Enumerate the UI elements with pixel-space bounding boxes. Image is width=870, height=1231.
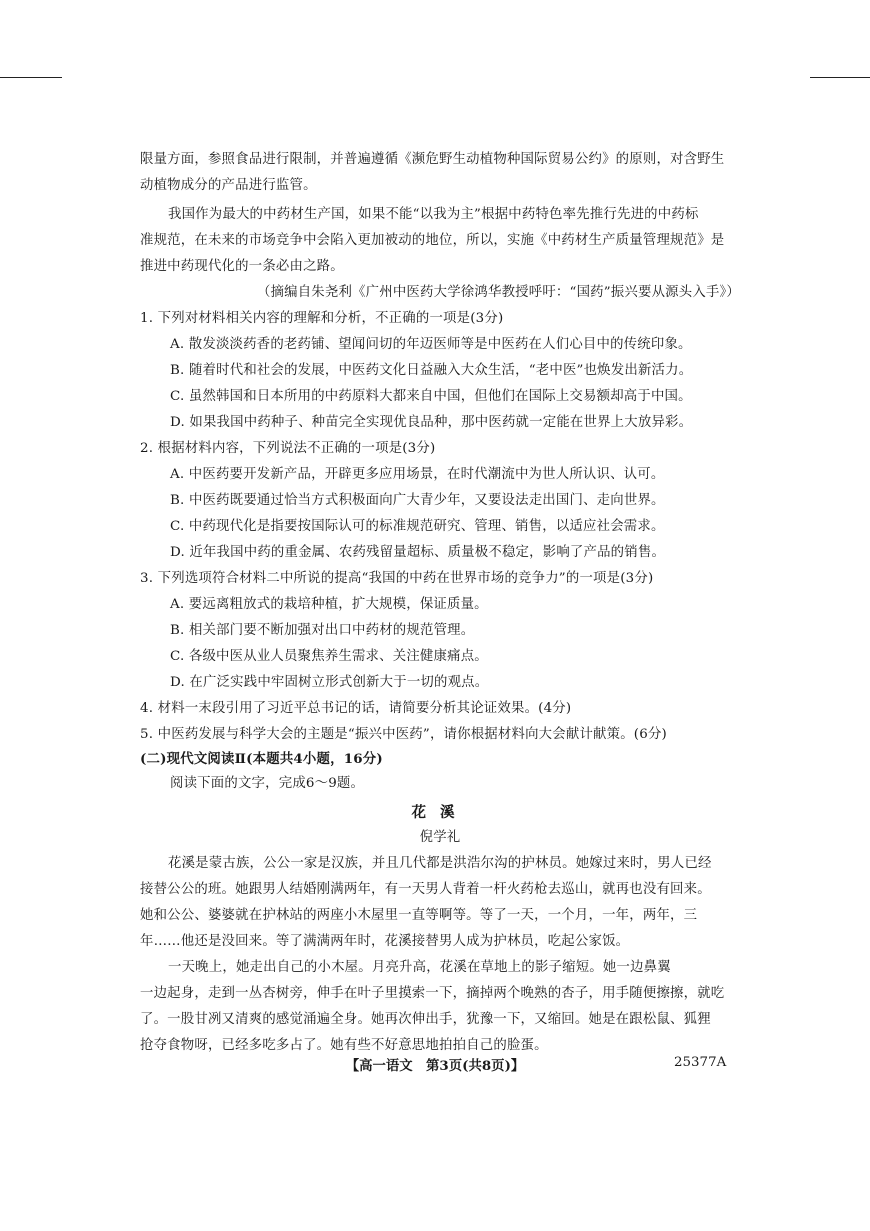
text-line: 我国作为最大的中药材生产国，如果不能“以我为主”根据中药特色率先推行先进的中药标	[168, 207, 699, 222]
article-author: 倪学礼	[419, 830, 461, 845]
footer-page-label: 【高一语文 第3页(共8页)】	[345, 1058, 525, 1074]
option-text: A. 要远离粗放式的栽培种植，扩大规模，保证质量。	[170, 597, 488, 612]
crop-mark-left	[0, 77, 62, 78]
text-line: 准规范，在未来的市场竞争中会陷入更加被动的地位，所以，实施《中药材生产质量管理规范》是	[140, 233, 725, 248]
text-line: 花溪是蒙古族，公公一家是汉族，并且几代都是洪浩尔沟的护林员。她嫁过来时，男人已经	[168, 856, 712, 871]
footer-code: 25377A	[674, 1055, 727, 1070]
text-line: 一边起身，走到一丛杏树旁，伸手在叶子里摸索一下，摘掉两个晚熟的杏子，用手随便擦擦，就吃	[140, 986, 725, 1001]
option-text: B. 随着时代和社会的发展，中医药文化日益融入大众生活，“老中医”也焕发出新活力。	[170, 363, 693, 378]
instruction: 阅读下面的文字，完成6～9题。	[170, 776, 365, 791]
question-3: 3. 下列选项符合材料二中所说的提高“我国的中药在世界市场的竞争力”的一项是(3分)	[140, 571, 654, 586]
text-line: 限量方面，参照食品进行限制，并普遍遵循《濒危野生动植物种国际贸易公约》的原则，对含野生	[140, 152, 725, 167]
option-text: A. 散发淡淡药香的老药铺、望闻问切的年迈医师等是中医药在人们心目中的传统印象。	[170, 337, 692, 352]
text-line: 动植物成分的产品进行监管。	[140, 178, 317, 193]
text-line: 年……他还是没回来。等了满满两年时，花溪接替男人成为护林员，吃起公家饭。	[140, 934, 630, 949]
option-text: C. 各级中医从业人员聚焦养生需求、关注健康痛点。	[170, 649, 488, 664]
text-line: 一天晚上，她走出自己的小木屋。月亮升高，花溪在草地上的影子缩短。她一边鼻翼	[168, 960, 671, 975]
option-text: D. 在广泛实践中牢固树立形式创新大于一切的观点。	[170, 675, 489, 690]
option-text: A. 中医药要开发新产品，开辟更多应用场景，在时代潮流中为世人所认识、认可。	[170, 467, 665, 482]
option-text: B. 相关部门要不断加强对出口中药材的规范管理。	[170, 623, 475, 638]
section-heading: (二)现代文阅读Ⅱ(本题共4小题，16分)	[140, 751, 383, 767]
text-line: 接替公公的班。她跟男人结婚刚满两年，有一天男人背着一杆火药枪去巡山，就再也没有回来。	[140, 882, 711, 897]
source-citation: （摘编自朱尧利《广州中医药大学徐鸿华教授呼吁：“国药”振兴要从源头入手》）	[256, 285, 740, 300]
text-line: 了。一股甘冽又清爽的感觉涌遍全身。她再次伸出手，犹豫一下，又缩回。她是在跟松鼠、狐狸	[140, 1012, 711, 1027]
text-line: 推进中药现代化的一条必由之路。	[140, 259, 344, 274]
option-text: C. 中药现代化是指要按国际认可的标准规范研究、管理、销售，以适应社会需求。	[170, 519, 665, 534]
article-title: 花溪	[411, 804, 469, 821]
text-line: 抢夺食物呀，已经多吃多占了。她有些不好意思地拍拍自己的脸蛋。	[140, 1038, 548, 1053]
option-text: D. 近年我国中药的重金属、农药残留量超标、质量极不稳定，影响了产品的销售。	[170, 545, 666, 560]
option-text: B. 中医药既要通过恰当方式积极面向广大青少年，又要设法走出国门、走向世界。	[170, 493, 665, 508]
question-2: 2. 根据材料内容，下列说法不正确的一项是(3分)	[140, 441, 436, 456]
crop-mark-right	[810, 77, 870, 78]
question-4: 4. 材料一末段引用了习近平总书记的话，请简要分析其论证效果。(4分)	[140, 701, 572, 716]
text-line: 她和公公、婆婆就在护林站的两座小木屋里一直等啊等。等了一天，一个月，一年，两年，三	[140, 908, 698, 923]
question-5: 5. 中医药发展与科学大会的主题是“振兴中医药”，请你根据材料向大会献计献策。(6分)	[140, 727, 667, 742]
question-1: 1. 下列对材料相关内容的理解和分析，不正确的一项是(3分)	[140, 311, 504, 326]
option-text: C. 虽然韩国和日本所用的中药原料大都来自中国，但他们在国际上交易额却高于中国。	[170, 389, 692, 404]
option-text: D. 如果我国中药种子、种苗完全实现优良品种，那中医药就一定能在世界上大放异彩。	[170, 415, 693, 430]
